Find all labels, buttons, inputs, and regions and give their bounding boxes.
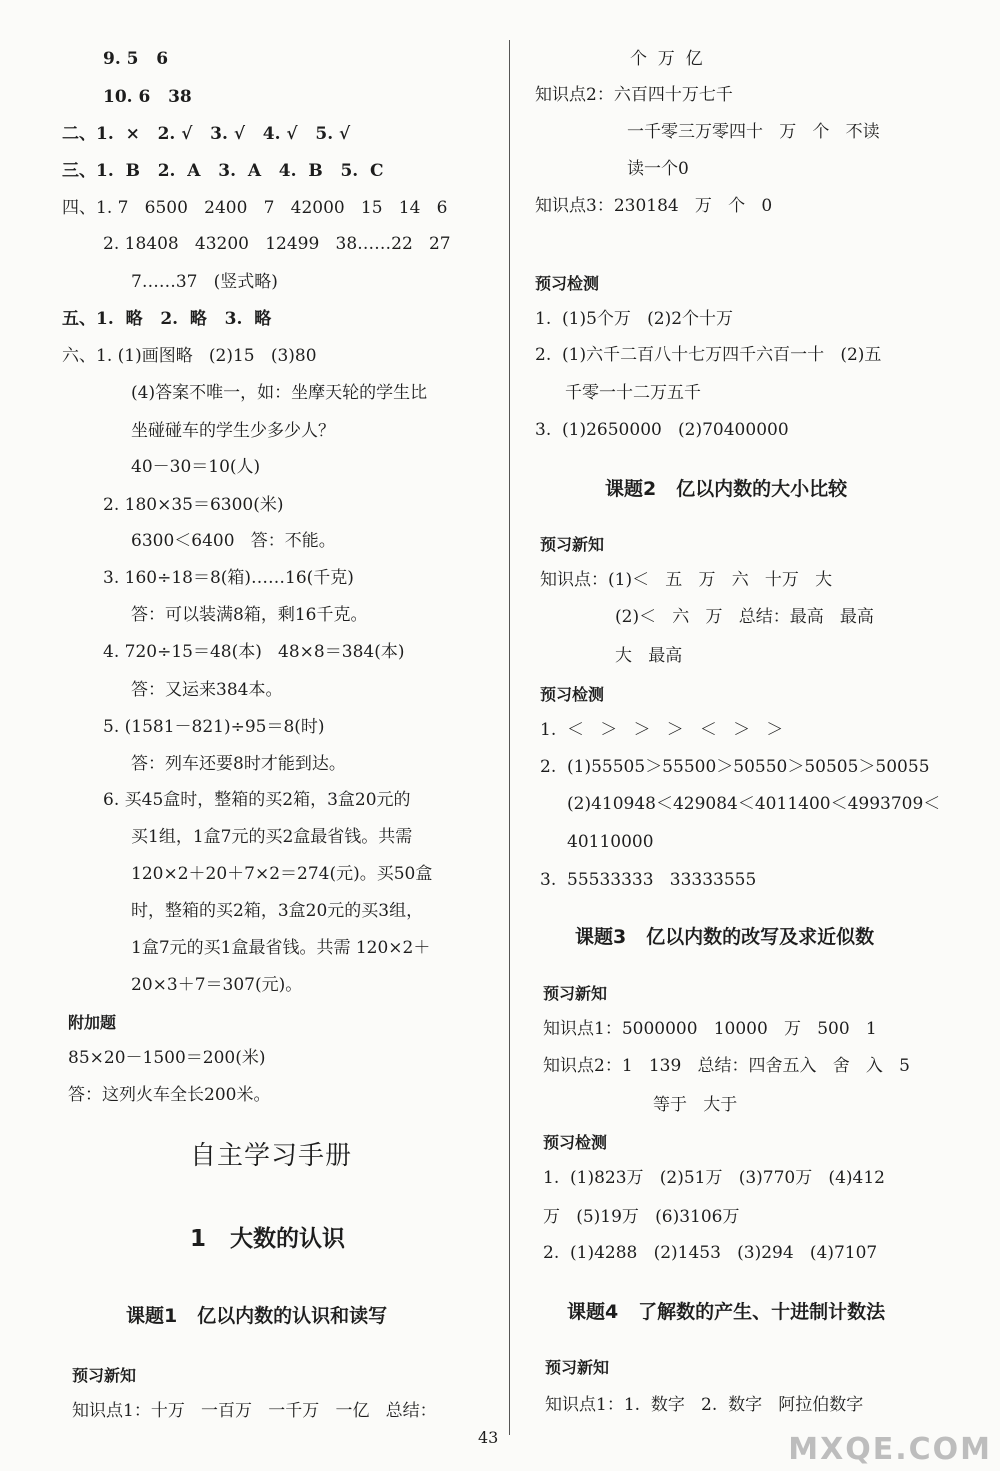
answer-line: 3. 160÷18＝8(箱)……16(千克) — [103, 568, 354, 588]
answer-line: 答：可以装满8箱，剩16千克。 — [131, 605, 368, 625]
answer-line: 二、1. × 2. √ 3. √ 4. √ 5. √ — [62, 124, 351, 144]
answer-line: 5. (1581－821)÷95＝8(时) — [103, 717, 325, 737]
lesson-title: 课题3 亿以内数的改写及求近似数 — [575, 926, 875, 948]
answer-line: 四、1. 7 6500 2400 7 42000 15 14 6 — [62, 198, 448, 218]
section-heading: 附加题 — [68, 1013, 117, 1032]
section-heading: 预习新知 — [72, 1366, 137, 1385]
section-heading: 预习新知 — [545, 1358, 610, 1377]
lesson-title: 课题2 亿以内数的大小比较 — [605, 478, 848, 500]
section-heading: 预习检测 — [540, 685, 605, 704]
answer-line: 2. (1)六千二百八十七万四千六百一十 (2)五 — [535, 345, 882, 365]
answer-line: (2)410948＜429084＜4011400＜4993709＜ — [567, 794, 941, 814]
answer-line: 4. 720÷15＝48(本) 48×8＝384(本) — [103, 642, 405, 662]
answer-line: 知识点2：1 139 总结：四舍五入 舍 入 5 — [543, 1056, 910, 1076]
answer-line: 9. 5 6 — [103, 49, 169, 69]
column-divider — [509, 40, 510, 1435]
answer-line: 40－30＝10(人) — [131, 457, 261, 477]
lesson-title: 课题1 亿以内数的认识和读写 — [126, 1305, 388, 1327]
answer-line: 五、1. 略 2. 略 3. 略 — [62, 309, 272, 329]
section-heading: 预习检测 — [535, 274, 600, 293]
answer-line: 40110000 — [567, 832, 654, 852]
answer-line: 120×2＋20＋7×2＝274(元)。买50盒 — [131, 864, 433, 884]
section-heading: 预习检测 — [543, 1133, 608, 1152]
answer-line: 千零一十二万五千 — [565, 383, 701, 403]
answer-line: (4)答案不唯一，如：坐摩天轮的学生比 — [131, 383, 428, 403]
answer-line: 1. (1)823万 (2)51万 (3)770万 (4)412 — [543, 1168, 885, 1188]
section-heading: 预习新知 — [543, 984, 608, 1003]
watermark-logo: MXQE.COM — [788, 1432, 992, 1467]
answer-line: 一千零三万零四十 万 个 不读 — [627, 122, 880, 142]
answer-line: 答：又运来384本。 — [131, 680, 283, 700]
unit-title: 1 大数的认识 — [190, 1226, 346, 1252]
answer-line: 6300＜6400 答：不能。 — [131, 531, 336, 551]
answer-line: 2. (1)4288 (2)1453 (3)294 (4)7107 — [543, 1243, 878, 1263]
answer-line: 答：列车还要8时才能到达。 — [131, 754, 346, 774]
answer-line: 三、1. B 2. A 3. A 4. B 5. C — [62, 161, 384, 181]
answer-line: 答：这列火车全长200米。 — [68, 1085, 271, 1105]
answer-line: 知识点1：1. 数字 2. 数字 阿拉伯数字 — [545, 1395, 864, 1415]
answer-line: 85×20－1500＝200(米) — [68, 1048, 266, 1068]
handbook-title: 自主学习手册 — [190, 1141, 353, 1171]
answer-line: 万 (5)19万 (6)3106万 — [543, 1207, 740, 1227]
answer-line: 知识点1：十万 一百万 一千万 一亿 总结： — [72, 1401, 437, 1421]
answer-line: 知识点1：5000000 10000 万 500 1 — [543, 1019, 877, 1039]
answer-line: 读一个0 — [627, 159, 689, 179]
answer-line: 3. (1)2650000 (2)70400000 — [535, 420, 789, 440]
lesson-title: 课题4 了解数的产生、十进制计数法 — [567, 1301, 886, 1323]
section-heading: 预习新知 — [540, 535, 605, 554]
answer-line: 等于 大于 — [653, 1095, 738, 1115]
answer-line: 时，整箱的买2箱，3盒20元的买3组， — [131, 901, 424, 921]
answer-line: 个 万 亿 — [630, 49, 703, 69]
answer-line: 大 最高 — [615, 646, 683, 666]
answer-line: 6. 买45盒时，整箱的买2箱，3盒20元的 — [103, 790, 411, 810]
answer-line: 知识点：(1)＜ 五 万 六 十万 大 — [540, 570, 833, 590]
answer-line: 1盒7元的买1盒最省钱。共需 120×2＋ — [131, 938, 431, 958]
answer-line: 1. ＜ ＞ ＞ ＞ ＜ ＞ ＞ — [540, 720, 784, 740]
answer-line: 六、1. (1)画图略 (2)15 (3)80 — [62, 346, 317, 366]
answer-line: 1. (1)5个万 (2)2个十万 — [535, 309, 734, 329]
answer-line: 知识点3：230184 万 个 0 — [535, 196, 773, 216]
answer-line: 20×3＋7＝307(元)。 — [131, 975, 303, 995]
answer-line: 2. (1)55505＞55500＞50550＞50505＞50055 — [540, 757, 930, 777]
page-number: 43 — [478, 1428, 499, 1447]
answer-line: 2. 180×35＝6300(米) — [103, 495, 284, 515]
answer-line: 10. 6 38 — [103, 87, 192, 107]
answer-line: (2)＜ 六 万 总结：最高 最高 — [615, 607, 874, 627]
answer-line: 坐碰碰车的学生少多少人？ — [131, 421, 335, 441]
answer-line: 知识点2：六百四十万七千 — [535, 85, 733, 105]
answer-line: 3. 55533333 33333555 — [540, 870, 757, 890]
answer-line: 7……37 (竖式略) — [131, 272, 278, 292]
answer-line: 2. 18408 43200 12499 38……22 27 — [103, 234, 451, 254]
answer-line: 买1组，1盒7元的买2盒最省钱。共需 — [131, 827, 413, 847]
